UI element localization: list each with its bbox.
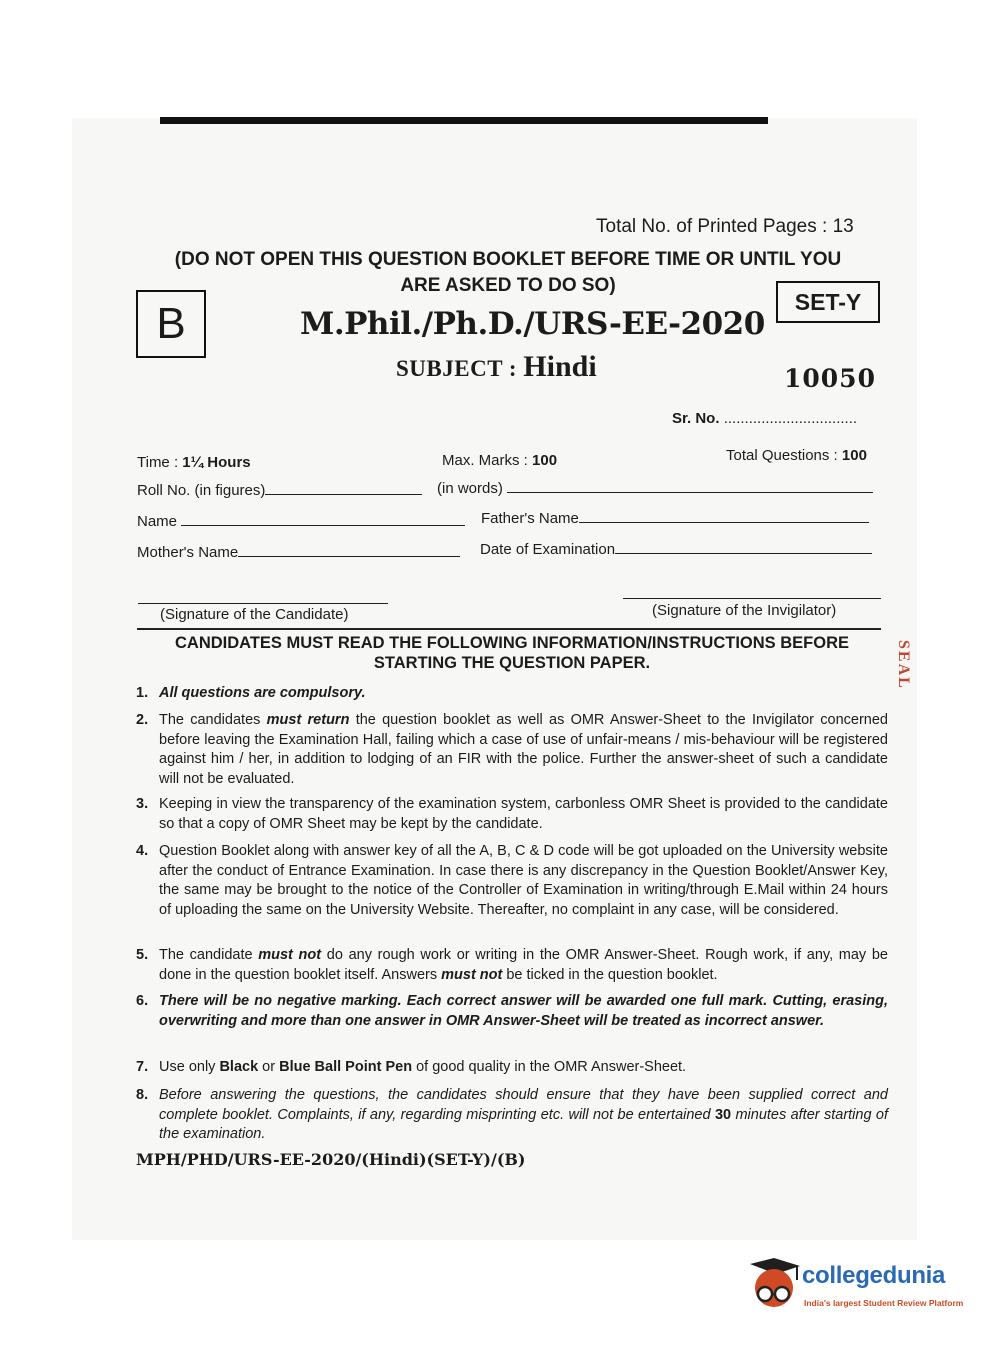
fathers-name-field[interactable]: Father's Name bbox=[481, 510, 869, 527]
instruction-item: 8. Before answering the questions, the candidates should ensure that they have been supplied correct and complete booklet. Complaints, if any, regarding misprinting etc. will not be entertained 30 minutes after starting of the examination. bbox=[136, 1087, 888, 1142]
fathers-name-line[interactable] bbox=[579, 510, 869, 523]
roll-words-line[interactable] bbox=[507, 480, 873, 493]
name-line[interactable] bbox=[181, 513, 465, 526]
footer-code: MPH/PHD/URS-EE-2020/(Hindi)(SET-Y)/(B) bbox=[136, 1150, 526, 1169]
seal-stamp: SEAL bbox=[895, 640, 912, 690]
top-edge-bar bbox=[160, 117, 768, 124]
invigilator-signature-label: (Signature of the Invigilator) bbox=[652, 602, 837, 619]
roll-figures-field[interactable]: Roll No. (in figures) bbox=[137, 482, 422, 499]
candidate-signature-label: (Signature of the Candidate) bbox=[160, 606, 349, 623]
max-marks: Max. Marks : 100 bbox=[442, 452, 558, 469]
total-questions: Total Questions : 100 bbox=[726, 447, 867, 464]
serial-number: Sr. No. ................................ bbox=[672, 410, 858, 427]
brand-tagline: India's largest Student Review Platform bbox=[804, 1298, 964, 1308]
paper-code: 10050 bbox=[784, 364, 876, 393]
mothers-name-line[interactable] bbox=[238, 544, 460, 557]
date-of-exam-line[interactable] bbox=[615, 541, 872, 554]
set-box: SET-Y bbox=[776, 281, 880, 323]
booklet-code-box: B bbox=[136, 290, 206, 358]
instruction-item: 6. There will be no negative marking. Each correct answer will be awarded one full mark. Cutting, erasing, overwriting and more than one answer in OMR Answer-Sheet will be treated as incorrect answer. bbox=[136, 993, 888, 1029]
instruction-item: 7. Use only Black or Blue Ball Point Pen of good quality in the OMR Answer-Sheet. bbox=[136, 1059, 687, 1075]
brand-name: collegedunia bbox=[802, 1262, 946, 1289]
instruction-item: 1. All questions are compulsory. bbox=[136, 685, 366, 701]
divider bbox=[137, 628, 881, 630]
mothers-name-field[interactable]: Mother's Name bbox=[137, 544, 460, 561]
roll-figures-line[interactable] bbox=[265, 482, 422, 495]
candidate-signature-line[interactable] bbox=[138, 603, 388, 604]
subject-label: SUBJECT : bbox=[396, 356, 524, 381]
instruction-item: 2. The candidates must return the question booklet as well as OMR Answer-Sheet to the Invigilator concerned before leaving the Examination Hall, failing which a case of use of unfair-means / mis-behaviour will be registered against him / her, in addition to lodging of an FIR with the police. Further the answer-sheet of such a candidate will not be evaluated. bbox=[136, 712, 888, 787]
name-field[interactable]: Name bbox=[137, 513, 465, 530]
instructions-heading: CANDIDATES MUST READ THE FOLLOWING INFORMATION/INSTRUCTIONS BEFORE STARTING THE QUESTION PAPER. bbox=[174, 634, 850, 672]
invigilator-signature-line[interactable] bbox=[623, 598, 881, 599]
roll-words-field[interactable]: (in words) bbox=[437, 480, 873, 497]
exam-title: M.Phil./Ph.D./URS-EE-2020 bbox=[300, 306, 765, 342]
instruction-item: 4. Question Booklet along with answer key of all the A, B, C & D code will be got uploaded on the University website after the conduct of Entrance Examination. In case there is any discrepancy in the Question Booklet/Answer Key, the same may be brought to the notice of the Controller of Examination in writing/through E.Mail within 24 hours of uploading the same on the University Website. Thereafter, no complaint in any case, will be considered. bbox=[136, 843, 888, 918]
warning-notice: (DO NOT OPEN THIS QUESTION BOOKLET BEFORE TIME OR UNTIL YOU ARE ASKED TO DO SO) bbox=[174, 249, 842, 296]
subject-value: Hindi bbox=[523, 350, 597, 383]
date-of-exam-field[interactable]: Date of Examination bbox=[480, 541, 872, 558]
instruction-item: 5. The candidate must not do any rough work or writing in the OMR Answer-Sheet. Rough work, if any, may be done in the question booklet itself. Answers must not be ticked in the question booklet. bbox=[136, 947, 888, 983]
subject bbox=[396, 350, 597, 384]
time: Time : 1¼ Hours bbox=[137, 454, 251, 471]
instruction-item: 3. Keeping in view the transparency of the examination system, carbonless OMR Sheet is provided to the candidate so that a copy of OMR Sheet may be kept by the candidate. bbox=[136, 796, 888, 832]
total-pages: Total No. of Printed Pages : 13 bbox=[596, 216, 854, 237]
